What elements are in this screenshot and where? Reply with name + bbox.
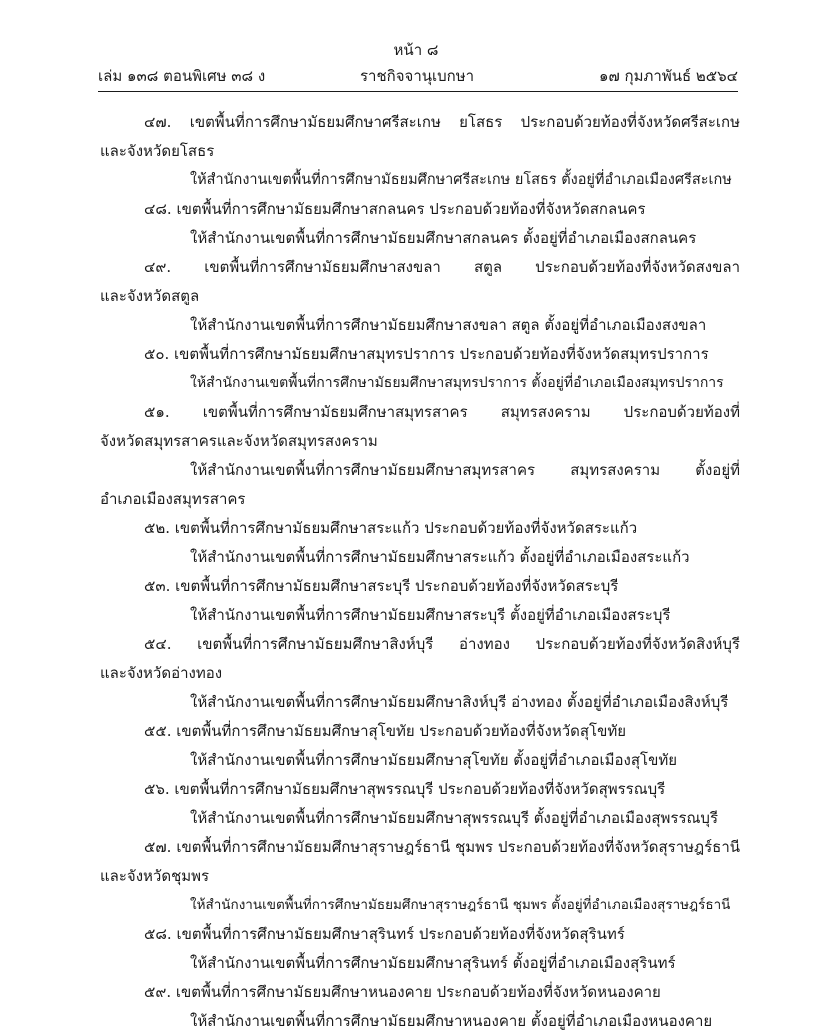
- item-54-office: ให้สำนักงานเขตพื้นที่การศึกษามัธยมศึกษาสิงห์บุรี อ่างทอง ตั้งอยู่ที่อำเภอเมืองสิงห์บุรี: [190, 693, 729, 711]
- item-50-office: ให้สำนักงานเขตพื้นที่การศึกษามัธยมศึกษาสมุทรปราการ ตั้งอยู่ที่อำเภอเมืองสมุทรปราการ: [190, 375, 724, 391]
- item-54-heading: ๕๔. เขตพื้นที่การศึกษามัธยมศึกษาสิงห์บุรี อ่างทอง ประกอบด้วยท้องที่จังหวัดสิงห์บุรี: [144, 635, 740, 653]
- page-number: หน้า ๘: [393, 41, 439, 59]
- item-55-heading: ๕๕. เขตพื้นที่การศึกษามัธยมศึกษาสุโขทัย ประกอบด้วยท้องที่จังหวัดสุโขทัย: [144, 722, 627, 740]
- item-56-office: ให้สำนักงานเขตพื้นที่การศึกษามัธยมศึกษาสุพรรณบุรี ตั้งอยู่ที่อำเภอเมืองสุพรรณบุรี: [190, 809, 719, 827]
- volume-issue: เล่ม ๑๓๘ ตอนพิเศษ ๓๘ ง: [98, 67, 266, 85]
- item-51-office-continuation: อำเภอเมืองสมุทรสาคร: [100, 490, 246, 508]
- publication-title: ราชกิจจานุเบกษา: [360, 67, 475, 85]
- gazette-header: [98, 66, 738, 86]
- item-53-heading: ๕๓. เขตพื้นที่การศึกษามัธยมศึกษาสระบุรี ประกอบด้วยท้องที่จังหวัดสระบุรี: [144, 577, 619, 595]
- item-59-heading: ๕๙. เขตพื้นที่การศึกษามัธยมศึกษาหนองคาย ประกอบด้วยท้องที่จังหวัดหนองคาย: [144, 983, 661, 1001]
- item-49-office: ให้สำนักงานเขตพื้นที่การศึกษามัธยมศึกษาสงขลา สตูล ตั้งอยู่ที่อำเภอเมืองสงขลา: [190, 316, 707, 334]
- item-57-continuation: และจังหวัดชุมพร: [100, 867, 210, 885]
- item-58-heading: ๕๘. เขตพื้นที่การศึกษามัธยมศึกษาสุรินทร์ ประกอบด้วยท้องที่จังหวัดสุรินทร์: [144, 925, 625, 943]
- item-55-office: ให้สำนักงานเขตพื้นที่การศึกษามัธยมศึกษาสุโขทัย ตั้งอยู่ที่อำเภอเมืองสุโขทัย: [190, 751, 677, 769]
- publication-date: ๑๗ กุมภาพันธ์ ๒๕๖๔: [598, 67, 738, 85]
- item-52-heading: ๕๒. เขตพื้นที่การศึกษามัธยมศึกษาสระแก้ว ประกอบด้วยท้องที่จังหวัดสระแก้ว: [144, 519, 638, 537]
- item-51-heading: ๕๑. เขตพื้นที่การศึกษามัธยมศึกษาสมุทรสาคร สมุทรสงคราม ประกอบด้วยท้องที่: [144, 403, 740, 421]
- item-47-heading: ๔๗. เขตพื้นที่การศึกษามัธยมศึกษาศรีสะเกษ ยโสธร ประกอบด้วยท้องที่จังหวัดศรีสะเกษ: [144, 113, 740, 131]
- item-48-heading: ๔๘. เขตพื้นที่การศึกษามัธยมศึกษาสกลนคร ประกอบด้วยท้องที่จังหวัดสกลนคร: [144, 200, 646, 218]
- document-body: [100, 108, 740, 1036]
- item-47-office: ให้สำนักงานเขตพื้นที่การศึกษามัธยมศึกษาศรีสะเกษ ยโสธร ตั้งอยู่ที่อำเภอเมืองศรีสะเกษ: [190, 172, 732, 188]
- item-49-heading: ๔๙. เขตพื้นที่การศึกษามัธยมศึกษาสงขลา สตูล ประกอบด้วยท้องที่จังหวัดสงขลา: [144, 258, 740, 276]
- item-51-continuation: จังหวัดสมุทรสาครและจังหวัดสมุทรสงคราม: [100, 432, 378, 450]
- item-52-office: ให้สำนักงานเขตพื้นที่การศึกษามัธยมศึกษาสระแก้ว ตั้งอยู่ที่อำเภอเมืองสระแก้ว: [190, 548, 690, 566]
- item-54-continuation: และจังหวัดอ่างทอง: [100, 664, 223, 682]
- item-51-office: ให้สำนักงานเขตพื้นที่การศึกษามัธยมศึกษาสมุทรสาคร สมุทรสงคราม ตั้งอยู่ที่: [190, 461, 740, 479]
- item-57-heading: ๕๗. เขตพื้นที่การศึกษามัธยมศึกษาสุราษฎร์ธานี ชุมพร ประกอบด้วยท้องที่จังหวัดสุราษฎร์ธานี: [144, 838, 740, 856]
- item-47-continuation: และจังหวัดยโสธร: [100, 142, 215, 160]
- item-50-heading: ๕๐. เขตพื้นที่การศึกษามัธยมศึกษาสมุทรปราการ ประกอบด้วยท้องที่จังหวัดสมุทรปราการ: [144, 345, 709, 363]
- item-49-continuation: และจังหวัดสตูล: [100, 287, 200, 305]
- item-53-office: ให้สำนักงานเขตพื้นที่การศึกษามัธยมศึกษาสระบุรี ตั้งอยู่ที่อำเภอเมืองสระบุรี: [190, 606, 671, 624]
- item-56-heading: ๕๖. เขตพื้นที่การศึกษามัธยมศึกษาสุพรรณบุรี ประกอบด้วยท้องที่จังหวัดสุพรรณบุรี: [144, 780, 666, 798]
- item-48-office: ให้สำนักงานเขตพื้นที่การศึกษามัธยมศึกษาสกลนคร ตั้งอยู่ที่อำเภอเมืองสกลนคร: [190, 229, 697, 247]
- item-58-office: ให้สำนักงานเขตพื้นที่การศึกษามัธยมศึกษาสุรินทร์ ตั้งอยู่ที่อำเภอเมืองสุรินทร์: [190, 954, 676, 972]
- item-57-office: ให้สำนักงานเขตพื้นที่การศึกษามัธยมศึกษาสุราษฎร์ธานี ชุมพร ตั้งอยู่ที่อำเภอเมืองสุราษฎร์ธานี: [190, 897, 731, 913]
- header-divider: [98, 91, 738, 92]
- item-59-office: ให้สำนักงานเขตพื้นที่การศึกษามัธยมศึกษาหนองคาย ตั้งอยู่ที่อำเภอเมืองหนองคาย: [190, 1012, 713, 1030]
